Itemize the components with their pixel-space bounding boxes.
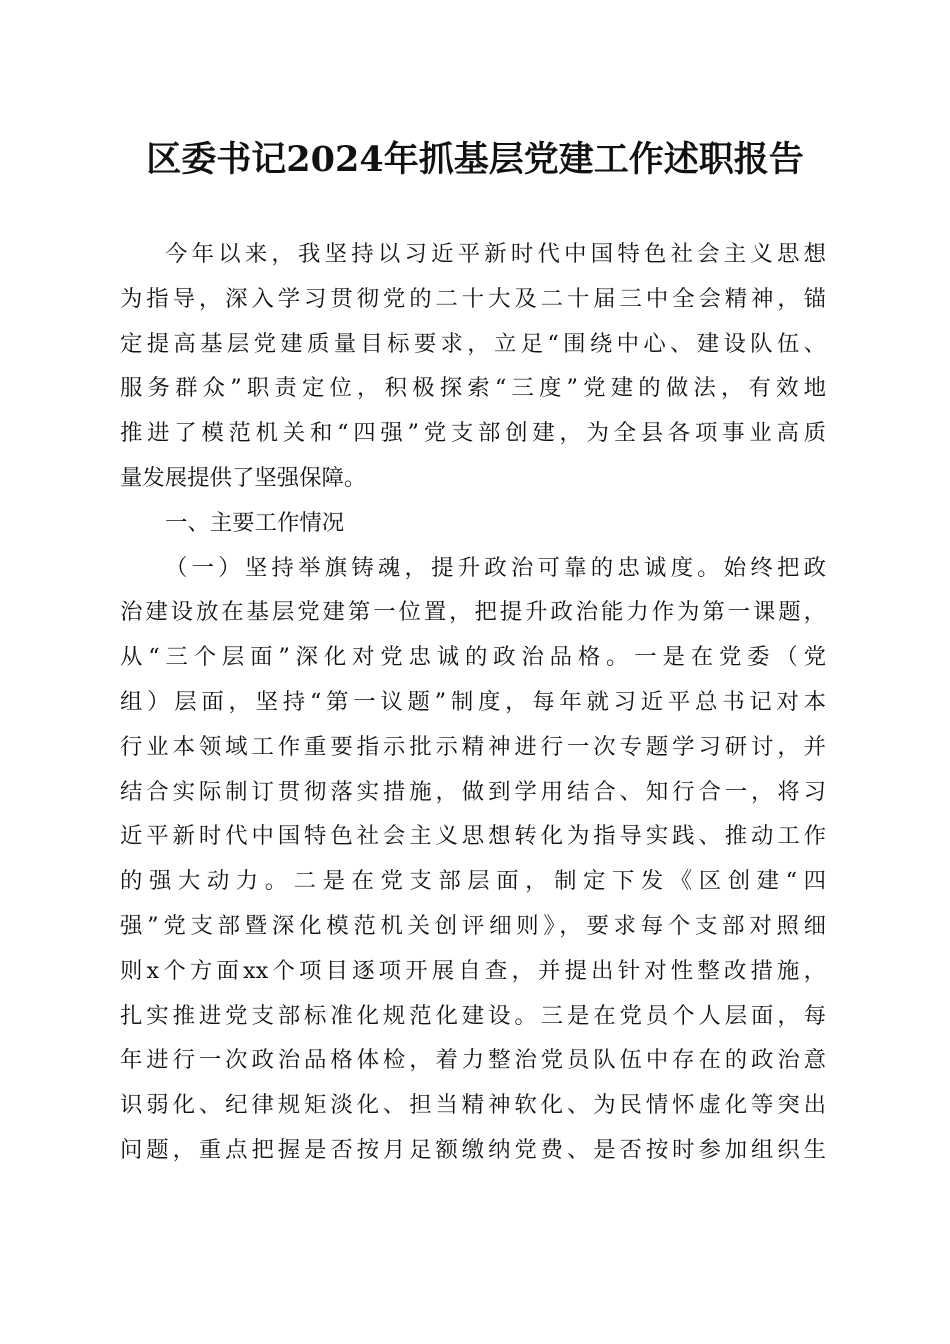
body-line: 今年以来，我坚持以习近平新时代中国特色社会主义思想 [165,241,826,267]
body-line: 定提高基层党建质量目标要求，立足“围绕中心、建设队伍、 [120,330,826,357]
document-body [120,232,826,1173]
document-title: 区委书记2024年抓基层党建工作述职报告 [146,139,804,180]
body-line: 为指导，深入学习贯彻党的二十大及二十届三中全会精神，锚 [120,285,826,312]
body-line: 年进行一次政治品格体检，着力整治党员队伍中存在的政治意 [120,1047,826,1074]
body-line: 行业本领域工作重要指示批示精神进行一次专题学习研讨，并 [120,733,826,760]
body-line: 强”党支部暨深化模范机关创评细则》，要求每个支部对照细 [120,912,826,939]
section-heading: 一、主要工作情况 [165,509,345,536]
body-line: 从“三个层面”深化对党忠诚的政治品格。一是在党委（党 [120,644,826,671]
body-line: 识弱化、纪律规矩淡化、担当精神软化、为民情怀虚化等突出 [120,1092,826,1119]
body-line: 的强大动力。二是在党支部层面，制定下发《区创建“四 [120,868,826,895]
body-line: （一）坚持举旗铸魂，提升政治可靠的忠诚度。始终把政 [165,554,826,581]
body-line: 组）层面，坚持“第一议题”制度，每年就习近平总书记对本 [120,688,826,715]
body-line: 扎实推进党支部标准化规范化建设。三是在党员个人层面，每 [120,1002,826,1029]
body-line: 治建设放在基层党建第一位置，把提升政治能力作为第一课题， [120,599,826,626]
body-line: 结合实际制订贯彻落实措施，做到学用结合、知行合一，将习 [120,778,826,805]
body-line: 问题，重点把握是否按月足额缴纳党费、是否按时参加组织生 [120,1136,826,1163]
body-line: 服务群众”职责定位，积极探索“三度”党建的做法，有效地 [120,375,826,402]
body-line: 量发展提供了坚强保障。 [120,464,367,491]
body-line: 则x个方面xx个项目逐项开展自查，并提出针对性整改措施， [120,957,826,984]
body-line: 推进了模范机关和“四强”党支部创建，为全县各项事业高质 [120,420,826,447]
body-line: 近平新时代中国特色社会主义思想转化为指导实践、推动工作 [120,823,826,850]
